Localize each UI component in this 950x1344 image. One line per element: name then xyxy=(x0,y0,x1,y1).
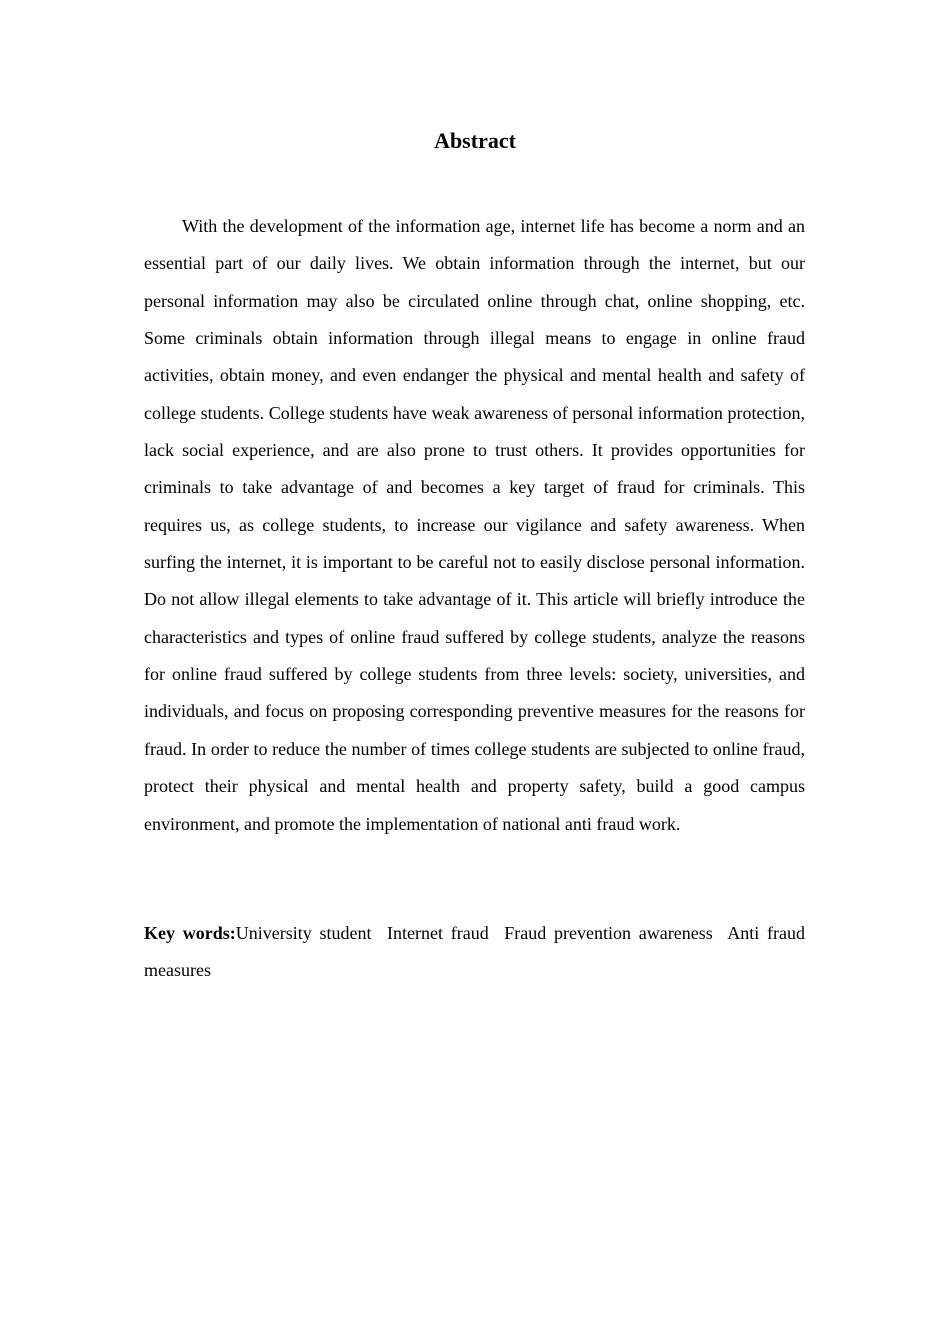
keywords-label: Key words: xyxy=(144,923,236,943)
page-title: Abstract xyxy=(434,128,516,153)
keywords-text: University student Internet fraud Fraud prevention awareness Anti fraud measures xyxy=(144,923,810,981)
keywords-line xyxy=(144,915,810,990)
abstract-paragraph: With the development of the information age, internet life has become a norm and an essential part of our daily lives. We obtain information through the internet, but our personal information may also be circulated online through chat, online shopping, etc. Some criminals obtain information through illegal means to engage in online fraud activities, obtain money, and even endanger the physical and mental health and safety of college students. College students have weak awareness of personal information protection, lack social experience, and are also prone to trust others. It provides opportunities for criminals to take advantage of and becomes a key target of fraud for criminals. This requires us, as college students, to increase our vigilance and safety awareness. When surfing the internet, it is important to be careful not to easily disclose personal information. Do not allow illegal elements to take advantage of it. This article will briefly introduce the characteristics and types of online fraud suffered by college students, analyze the reasons for online fraud suffered by college students from three levels: society, universities, and individuals, and focus on proposing corresponding preventive measures for the reasons for fraud. In order to reduce the number of times college students are subjected to online fraud, protect their physical and mental health and property safety, build a good campus environment, and promote the implementation of national anti fraud work. xyxy=(144,216,805,834)
